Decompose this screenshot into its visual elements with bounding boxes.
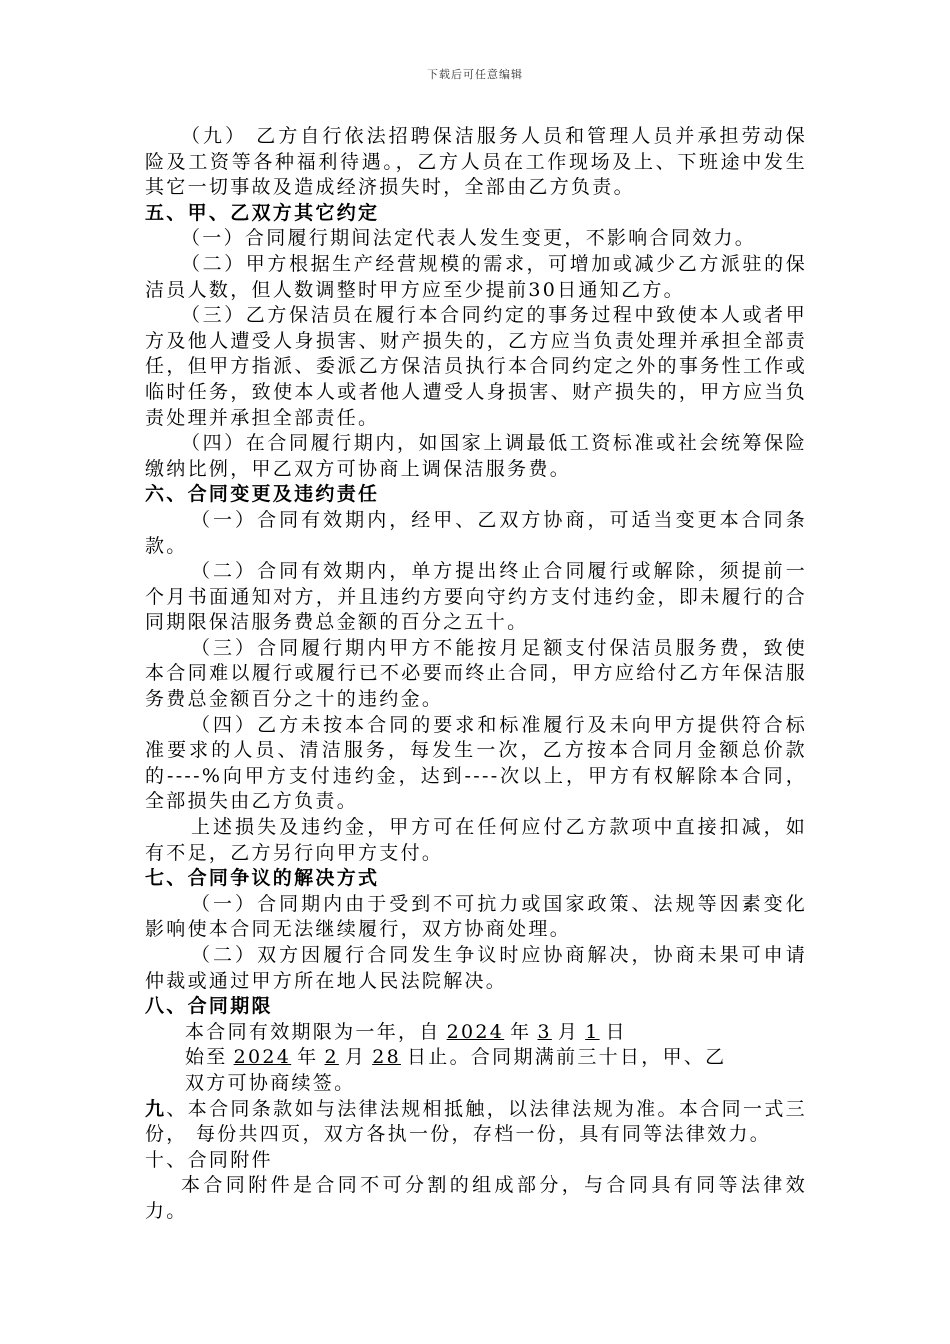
start-day-field: 1 (585, 1020, 600, 1043)
section-10-paragraph: 本合同附件是合同不可分割的组成部分，与合同具有同等法律效力。 (145, 1174, 807, 1222)
end-month-field: 2 (324, 1046, 339, 1069)
section-6-paragraph-5: 上述损失及违约金，甲方可在任何应付乙方款项中直接扣减，如有不足，乙方另行向甲方支付。 (145, 816, 807, 864)
section-5-heading: 五、甲、乙双方其它约定 (145, 201, 380, 224)
month-label: 月 (557, 1020, 580, 1043)
document-body (145, 124, 807, 1225)
end-day-field: 28 (372, 1046, 401, 1069)
end-month-label: 月 (344, 1046, 367, 1069)
section-7-item-1: （一）合同期内由于受到不可抗力或国家政策、法规等因素变化影响使本合同无法继续履行，双方协商处理。 (145, 892, 807, 941)
section-6-item-3: （三）合同履行期内甲方不能按月足额支付保洁员服务费，致使本合同难以履行或履行已不必要而终止合同，甲方应给付乙方年保洁服务费总金额百分之十的违约金。 (145, 636, 807, 711)
section-5-item-4: （四）在合同履行期内，如国家上调最低工资标准或社会统筹保险缴纳比例，甲乙双方可协商上调保洁服务费。 (145, 432, 807, 480)
section-8-heading: 八、合同期限 (145, 995, 273, 1018)
section-7-item-2: （二）双方因履行合同发生争议时应协商解决，协商未果可申请仲裁或通过甲方所在地人民法院解决。 (145, 944, 807, 992)
term-start-prefix: 本合同有效期限为一年，自 (185, 1020, 441, 1043)
section-9-paragraph (145, 1097, 807, 1148)
term-end-prefix: 始至 (185, 1046, 228, 1069)
section-6-item-1: （一）合同有效期内，经甲、乙双方协商，可适当变更本合同条款。 (145, 508, 807, 557)
start-month-field: 3 (537, 1020, 552, 1043)
section-7-heading: 七、合同争议的解决方式 (145, 867, 380, 890)
page-header: 下载后可任意编辑 (427, 68, 523, 81)
term-end-suffix: 日止。合同期满前三十日，甲、乙 (406, 1046, 727, 1069)
term-start-line (145, 1020, 807, 1046)
term-end-line (145, 1045, 807, 1071)
end-year-label: 年 (297, 1046, 319, 1069)
start-year-field: 2024 (446, 1020, 505, 1043)
section-6-item-2: （二）合同有效期内，单方提出终止合同履行或解除，须提前一个月书面通知对方，并且违约方要向守约方支付违约金，即未履行的合同期限保洁服务费总金额的百分之五十。 (145, 560, 807, 634)
end-year-field: 2024 (233, 1046, 292, 1069)
section-5-item-2: （二）甲方根据生产经营规模的需求，可增加或减少乙方派驻的保洁员人数，但人数调整时甲方应至少提前30日通知乙方。 (145, 252, 807, 301)
year-label: 年 (510, 1020, 532, 1043)
section-9-text: 、本合同条款如与法律法规相抵触，以法律法规为准。本合同一式三份， 每份共四页，双方各执一份，存档一份，具有同等法律效力。 (145, 1097, 807, 1146)
term-renewal-line: 双方可协商续签。 (185, 1071, 356, 1094)
section-5-item-1: （一）合同履行期间法定代表人发生变更，不影响合同效力。 (181, 227, 757, 250)
section-6-item-4: （四）乙方未按本合同的要求和标准履行及未向甲方提供符合标准要求的人员、清洁服务，每发生一次，乙方按本合同月金额总价款的----%向甲方支付违约金，达到----次以上，甲方有权解除本合同，全部损失由乙方负责。 (145, 713, 807, 813)
section-9-number: 九 (145, 1097, 167, 1120)
clause-9-paragraph: （九） 乙方自行依法招聘保洁服务人员和管理人员并承担劳动保险及工资等各种福利待遇。，乙方人员在工作现场及上、下班途中发生其它一切事故及造成经济损失时，全部由乙方负责。 (145, 125, 807, 199)
section-6-heading: 六、合同变更及违约责任 (145, 483, 380, 506)
section-10-heading: 十、合同附件 (145, 1148, 273, 1171)
section-5-item-3: （三）乙方保洁员在履行本合同约定的事务过程中致使本人或者甲方及他人遭受人身损害、财产损失的，乙方应当负责处理并承担全部责任，但甲方指派、委派乙方保洁员执行本合同约定之外的事务性工作或临时任务，致使本人或者他人遭受人身损害、财产损失的，甲方应当负责处理并承担全部责任。 (145, 304, 807, 429)
day-label: 日 (605, 1020, 627, 1043)
